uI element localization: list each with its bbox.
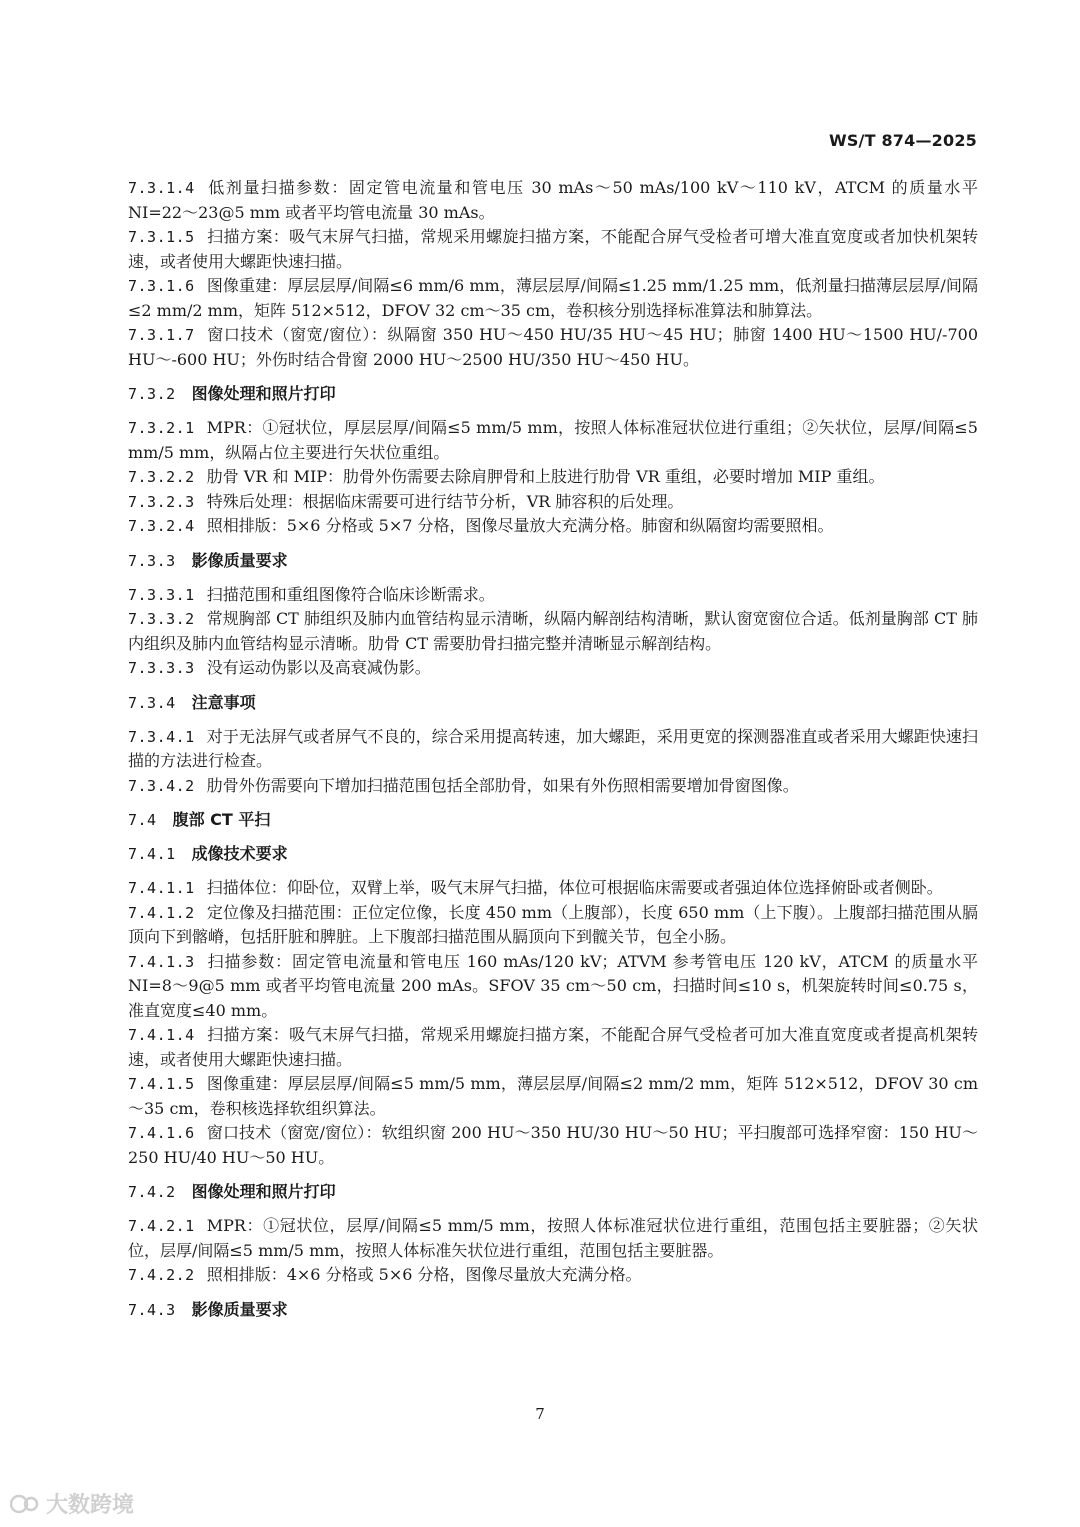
clause-text: 扫描方案：吸气末屏气扫描，常规采用螺旋扫描方案，不能配合屏气受检者可加大准直宽度或者提高机架转速，或者使用大螺距快速扫描。 bbox=[128, 1025, 978, 1069]
clause-text: MPR：①冠状位，厚层层厚/间隔≤5 mm/5 mm，按照人体标准冠状位进行重组；②矢状位，层厚/间隔≤5 mm/5 mm，纵隔占位主要进行矢状位重组。 bbox=[128, 418, 978, 462]
clause-text: 窗口技术（窗宽/窗位）：软组织窗 200 HU～350 HU/30 HU～50 HU；平扫腹部可选择窄窗：150 HU～250 HU/40 HU～50 HU。 bbox=[128, 1123, 978, 1167]
clause-number: 7.3.2.2 bbox=[128, 468, 195, 486]
clause-paragraph bbox=[128, 656, 978, 681]
clause-number: 7.3.2.1 bbox=[128, 419, 195, 437]
section-heading bbox=[128, 1298, 978, 1322]
clause-paragraph bbox=[128, 465, 978, 490]
clause-number: 7.3.2 bbox=[128, 385, 176, 403]
page-number: 7 bbox=[535, 1405, 545, 1423]
clause-paragraph bbox=[128, 274, 978, 323]
clause-text: 窗口技术（窗宽/窗位）：纵隔窗 350 HU～450 HU/35 HU～45 HU；肺窗 1400 HU～1500 HU/-700 HU～-600 HU；外伤时结合骨窗 2000 HU～2500 HU/350 HU～450 HU。 bbox=[128, 325, 978, 369]
section-heading bbox=[128, 1180, 978, 1204]
clause-text: 图像重建：厚层层厚/间隔≤6 mm/6 mm，薄层层厚/间隔≤1.25 mm/1.25 mm，低剂量扫描薄层层厚/间隔≤2 mm/2 mm，矩阵 512×512，DFOV 32 cm～35 cm，卷积核分别选择标准算法和肺算法。 bbox=[128, 276, 978, 320]
clause-text: 影像质量要求 bbox=[191, 550, 288, 570]
clause-text: 扫描体位：仰卧位，双臂上举，吸气末屏气扫描，体位可根据临床需要或者强迫体位选择俯卧或者侧卧。 bbox=[206, 878, 943, 897]
clause-text: 照相排版：4×6 分格或 5×6 分格，图像尽量放大充满分格。 bbox=[206, 1265, 642, 1284]
clause-paragraph bbox=[128, 901, 978, 950]
clause-number: 7.3.2.4 bbox=[128, 517, 195, 535]
clause-paragraph bbox=[128, 774, 978, 799]
clause-number: 7.4.2.2 bbox=[128, 1266, 195, 1284]
clause-number: 7.3.2.3 bbox=[128, 492, 195, 511]
clause-number: 7.3.3 bbox=[128, 551, 176, 570]
clause-text: 肋骨 VR 和 MIP：肋骨外伤需要去除肩胛骨和上肢进行肋骨 VR 重组，必要时增加 MIP 重组。 bbox=[206, 467, 885, 486]
clause-number: 7.4.1.6 bbox=[128, 1124, 195, 1142]
clause-text: 扫描参数：固定管电流量和管电压 160 mAs/120 kV；ATVM 参考管电压 120 kV，ATCM 的质量水平 NI=8～9@5 mm 或者平均管电流量 200 mAs。SFOV 35 cm～50 cm，扫描时间≤10 s，机架旋转时间≤0.75 s，准直宽度≤40 mm。 bbox=[128, 951, 978, 1020]
clause-number: 7.3.4.1 bbox=[128, 727, 195, 746]
clause-paragraph bbox=[128, 1263, 978, 1288]
clause-number: 7.4.1.2 bbox=[128, 903, 195, 922]
clause-text: 注意事项 bbox=[191, 692, 256, 712]
section-heading bbox=[128, 842, 978, 866]
watermark bbox=[10, 1488, 134, 1519]
clause-number: 7.4.1 bbox=[128, 845, 176, 863]
clause-text: 定位像及扫描范围：正位定位像，长度 450 mm（上腹部），长度 650 mm（上下腹）。上腹部扫描范围从膈顶向下到髂嵴，包括肝脏和脾脏。上下腹部扫描范围从膈顶向下到髋关节，包全小肠。 bbox=[128, 902, 978, 946]
clause-paragraph bbox=[128, 225, 978, 274]
clause-paragraph bbox=[128, 514, 978, 539]
clause-paragraph bbox=[128, 1023, 978, 1072]
clause-text: 图像重建：厚层层厚/间隔≤5 mm/5 mm，薄层层厚/间隔≤2 mm/2 mm，矩阵 512×512，DFOV 30 cm～35 cm，卷积核选择软组织算法。 bbox=[128, 1074, 978, 1118]
clause-text: 照相排版：5×6 分格或 5×7 分格，图像尽量放大充满分格。肺窗和纵隔窗均需要照相。 bbox=[206, 516, 834, 535]
clause-number: 7.4.1.1 bbox=[128, 879, 195, 897]
clause-number: 7.4.3 bbox=[128, 1300, 176, 1319]
clause-number: 7.4 bbox=[128, 811, 157, 829]
clause-number: 7.3.3.2 bbox=[128, 610, 195, 628]
clause-number: 7.3.4.2 bbox=[128, 776, 195, 795]
clause-text: 肋骨外伤需要向下增加扫描范围包括全部肋骨，如果有外伤照相需要增加骨窗图像。 bbox=[206, 775, 799, 795]
clause-text: 低剂量扫描参数：固定管电流量和管电压 30 mAs～50 mAs/100 kV～110 kV，ATCM 的质量水平 NI=22～23@5 mm 或者平均管电流量 30 mAs。 bbox=[128, 178, 978, 222]
clause-text: 扫描方案：吸气末屏气扫描，常规采用螺旋扫描方案，不能配合屏气受检者可增大准直宽度或者加快机架转速，或者使用大螺距快速扫描。 bbox=[128, 227, 978, 271]
clause-number: 7.3.1.4 bbox=[128, 179, 195, 197]
clause-text: 扫描范围和重组图像符合临床诊断需求。 bbox=[206, 584, 495, 604]
clause-text: 腹部 CT 平扫 bbox=[172, 810, 271, 829]
clause-text: 影像质量要求 bbox=[191, 1299, 288, 1319]
clause-paragraph bbox=[128, 607, 978, 656]
watermark-text: 大数跨境 bbox=[46, 1493, 135, 1518]
clause-paragraph bbox=[128, 490, 978, 515]
clause-number: 7.4.1.5 bbox=[128, 1075, 195, 1093]
clause-paragraph bbox=[128, 416, 978, 465]
section-heading bbox=[128, 691, 978, 715]
clause-number: 7.4.2 bbox=[128, 1183, 176, 1201]
clause-text: MPR：①冠状位，层厚/间隔≤5 mm/5 mm，按照人体标准冠状位进行重组，范围包括主要脏器；②矢状位，层厚/间隔≤5 mm/5 mm，按照人体标准矢状位进行重组，范围包括主要脏器。 bbox=[128, 1216, 978, 1260]
clause-text: 特殊后处理：根据临床需要可进行结节分析，VR 肺容积的后处理。 bbox=[206, 491, 684, 511]
clause-paragraph bbox=[128, 1072, 978, 1121]
clause-text: 图像处理和照片打印 bbox=[191, 384, 336, 403]
clause-paragraph bbox=[128, 1214, 978, 1263]
clause-number: 7.3.4 bbox=[128, 693, 176, 712]
document-body bbox=[128, 176, 978, 1332]
standard-number: WS/T 874—2025 bbox=[828, 131, 977, 150]
clause-paragraph bbox=[128, 323, 978, 372]
clause-number: 7.4.1.4 bbox=[128, 1026, 195, 1044]
logo-icon bbox=[10, 1491, 40, 1517]
clause-number: 7.3.1.6 bbox=[128, 277, 195, 295]
clause-paragraph bbox=[128, 950, 978, 1024]
clause-text: 对于无法屏气或者屏气不良的，综合采用提高转速，加大螺距，采用更宽的探测器准直或者采用大螺距快速扫描的方法进行检查。 bbox=[128, 726, 978, 770]
clause-paragraph bbox=[128, 176, 978, 225]
clause-paragraph bbox=[128, 583, 978, 608]
section-heading bbox=[128, 549, 978, 573]
clause-text: 图像处理和照片打印 bbox=[191, 1182, 336, 1201]
section-heading bbox=[128, 382, 978, 406]
section-heading bbox=[128, 808, 978, 832]
clause-paragraph bbox=[128, 725, 978, 774]
clause-paragraph bbox=[128, 876, 978, 901]
clause-number: 7.3.1.7 bbox=[128, 326, 195, 344]
clause-text: 没有运动伪影以及高衰减伪影。 bbox=[206, 658, 431, 677]
clause-number: 7.3.1.5 bbox=[128, 228, 195, 246]
clause-paragraph bbox=[128, 1121, 978, 1170]
clause-text: 常规胸部 CT 肺组织及肺内血管结构显示清晰，纵隔内解剖结构清晰，默认窗宽窗位合适。低剂量胸部 CT 肺内组织及肺内血管结构显示清晰。肋骨 CT 需要肋骨扫描完整并清晰显示解剖结构。 bbox=[128, 609, 978, 653]
clause-number: 7.4.1.3 bbox=[128, 952, 195, 971]
clause-number: 7.4.2.1 bbox=[128, 1217, 195, 1235]
clause-text: 成像技术要求 bbox=[191, 844, 288, 863]
clause-number: 7.3.3.3 bbox=[128, 659, 195, 677]
clause-number: 7.3.3.1 bbox=[128, 585, 195, 604]
